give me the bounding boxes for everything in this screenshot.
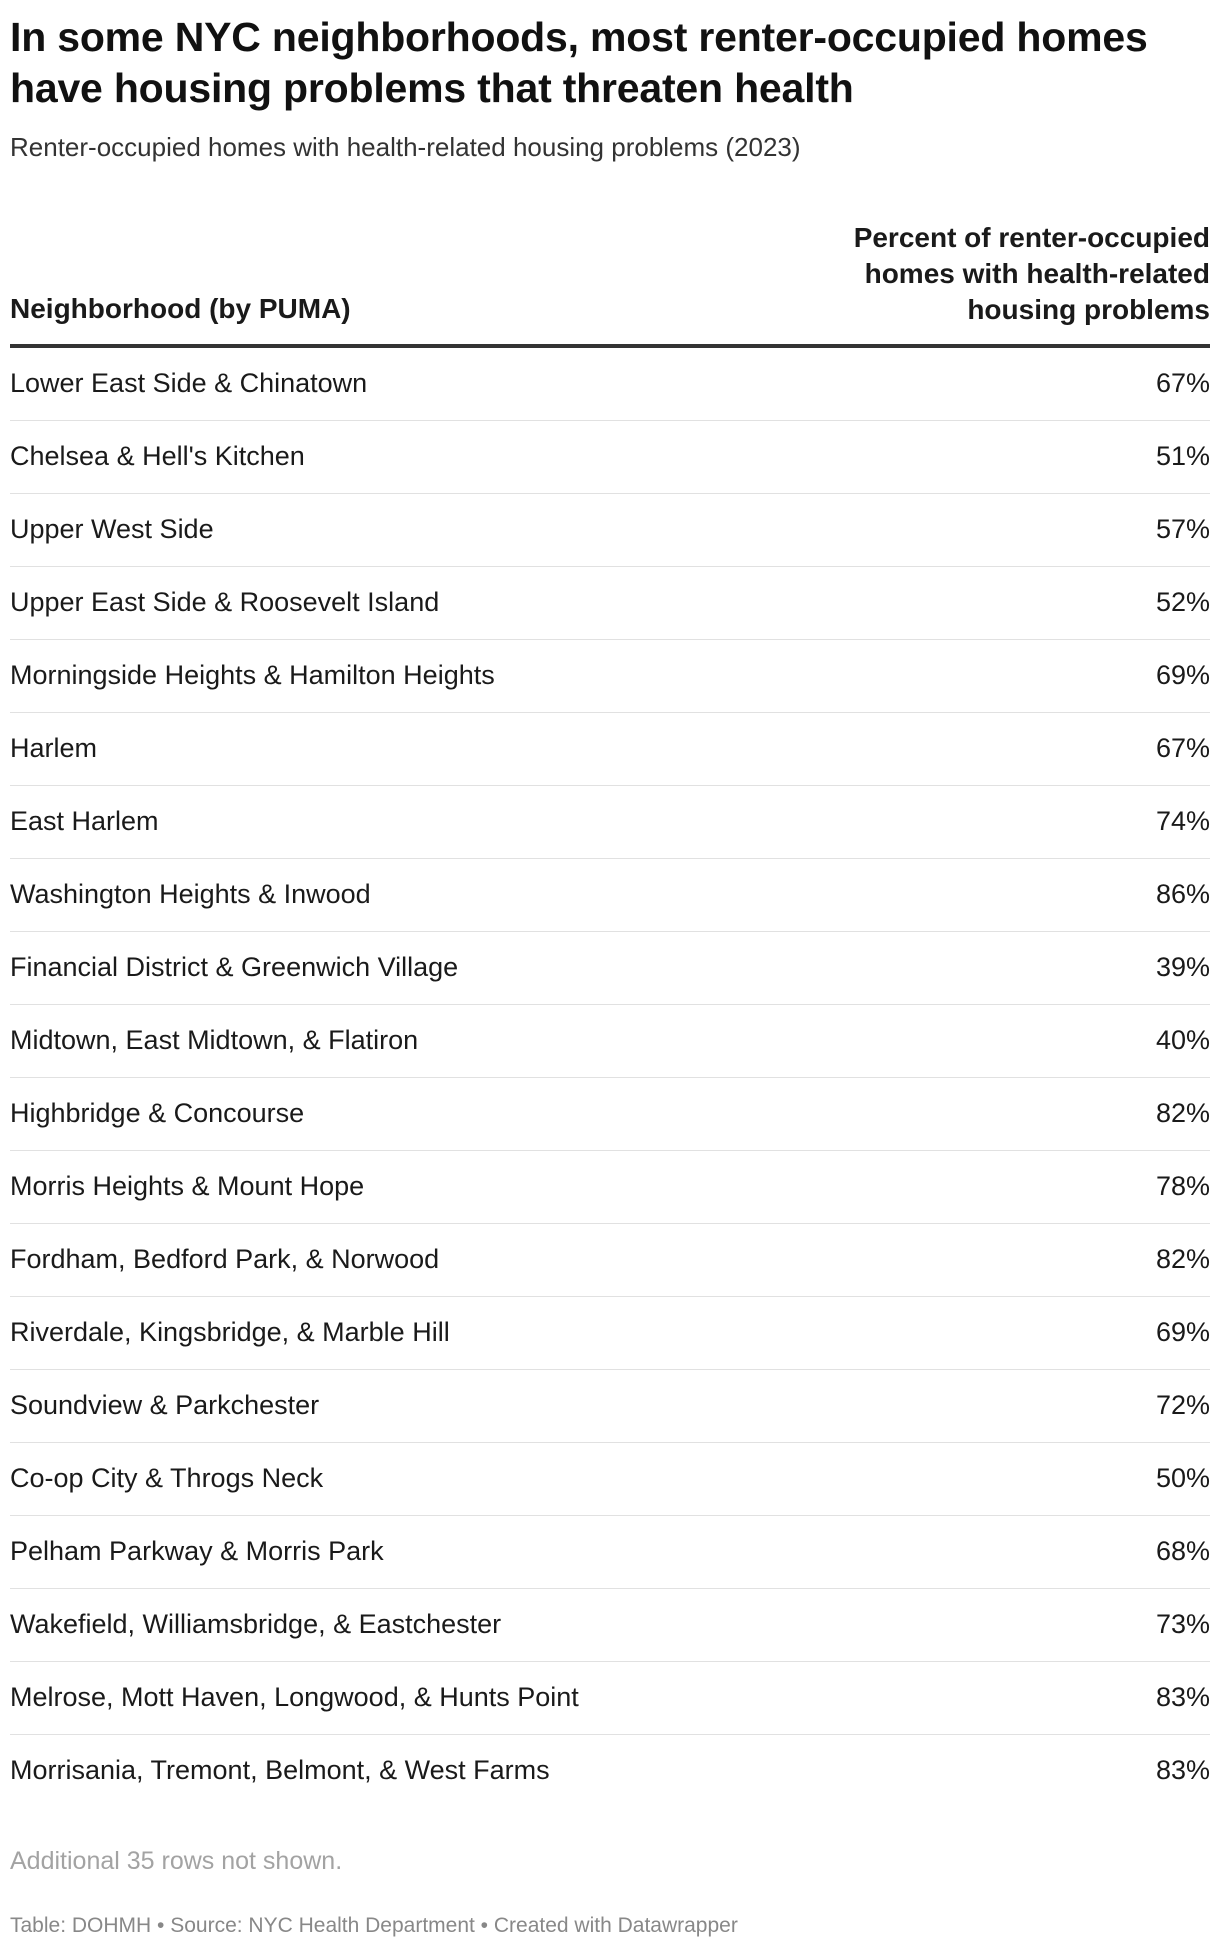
neighborhood-cell: Chelsea & Hell's Kitchen (10, 441, 305, 471)
percent-cell: 82% (1155, 1098, 1210, 1128)
neighborhood-cell: Upper West Side (10, 514, 214, 544)
neighborhood-cell: Morris Heights & Mount Hope (10, 1171, 365, 1201)
percent-cell: 67% (1155, 368, 1210, 398)
percent-cell: 82% (1155, 1244, 1210, 1274)
table-row (10, 567, 1210, 640)
table-row (10, 1735, 1210, 1808)
neighborhood-cell: Pelham Parkway & Morris Park (10, 1536, 384, 1566)
table-row (10, 1224, 1210, 1297)
percent-cell: 86% (1155, 879, 1210, 909)
percent-cell: 57% (1155, 514, 1210, 544)
neighborhood-cell: East Harlem (10, 806, 159, 836)
table-row (10, 1151, 1210, 1224)
table-row (10, 1662, 1210, 1735)
percent-cell: 69% (1155, 1317, 1210, 1347)
percent-cell: 73% (1155, 1609, 1210, 1639)
table-row (10, 1516, 1210, 1589)
table-row (10, 1297, 1210, 1370)
neighborhood-cell: Washington Heights & Inwood (10, 879, 371, 909)
table-row (10, 1005, 1210, 1078)
column-header-percent[interactable]: Percent of renter-occupied homes with health-related housing problems (853, 222, 1210, 325)
percent-cell: 50% (1155, 1463, 1210, 1493)
chart-title: In some NYC neighborhoods, most renter-occupied homes have housing problems that threaten health (10, 14, 1148, 111)
table-row (10, 932, 1210, 1005)
neighborhood-cell: Midtown, East Midtown, & Flatiron (10, 1025, 419, 1055)
percent-cell: 51% (1155, 441, 1210, 471)
table-body (10, 348, 1210, 1808)
neighborhood-cell: Lower East Side & Chinatown (10, 368, 368, 398)
table-row (10, 859, 1210, 932)
neighborhood-cell: Fordham, Bedford Park, & Norwood (10, 1244, 440, 1274)
chart-subtitle: Renter-occupied homes with health-related housing problems (2023) (10, 132, 801, 162)
neighborhood-cell: Financial District & Greenwich Village (10, 952, 459, 982)
neighborhood-cell: Wakefield, Williamsbridge, & Eastchester (10, 1609, 502, 1639)
percent-cell: 67% (1155, 733, 1210, 763)
neighborhood-cell: Harlem (10, 733, 98, 763)
percent-cell: 72% (1155, 1390, 1210, 1420)
table-row (10, 421, 1210, 494)
percent-cell: 52% (1155, 587, 1210, 617)
percent-cell: 69% (1155, 660, 1210, 690)
neighborhood-cell: Morningside Heights & Hamilton Heights (10, 660, 495, 690)
table-row (10, 1589, 1210, 1662)
table-row (10, 786, 1210, 859)
neighborhood-cell: Morrisania, Tremont, Belmont, & West Farms (10, 1755, 550, 1785)
table-row (10, 494, 1210, 567)
percent-cell: 74% (1155, 806, 1210, 836)
percent-cell: 68% (1155, 1536, 1210, 1566)
neighborhood-cell: Riverdale, Kingsbridge, & Marble Hill (10, 1317, 450, 1347)
percent-cell: 78% (1155, 1171, 1210, 1201)
neighborhood-cell: Co-op City & Throgs Neck (10, 1463, 324, 1493)
neighborhood-cell: Melrose, Mott Haven, Longwood, & Hunts Point (10, 1682, 579, 1712)
column-header-neighborhood[interactable]: Neighborhood (by PUMA) (10, 293, 351, 324)
percent-cell: 40% (1155, 1025, 1210, 1055)
chart-footer: Table: DOHMH • Source: NYC Health Department • Created with Datawrapper (10, 1914, 738, 1937)
table-row (10, 640, 1210, 713)
table-row (10, 713, 1210, 786)
table-row (10, 1078, 1210, 1151)
percent-cell: 39% (1155, 952, 1210, 982)
table-row (10, 348, 1210, 421)
rows-not-shown-note: Additional 35 rows not shown. (10, 1847, 343, 1875)
percent-cell: 83% (1155, 1755, 1210, 1785)
percent-cell: 83% (1155, 1682, 1210, 1712)
table-row (10, 1370, 1210, 1443)
table-row (10, 1443, 1210, 1516)
neighborhood-cell: Upper East Side & Roosevelt Island (10, 587, 440, 617)
table-header (10, 218, 1210, 348)
neighborhood-cell: Highbridge & Concourse (10, 1098, 305, 1128)
neighborhood-cell: Soundview & Parkchester (10, 1390, 320, 1420)
